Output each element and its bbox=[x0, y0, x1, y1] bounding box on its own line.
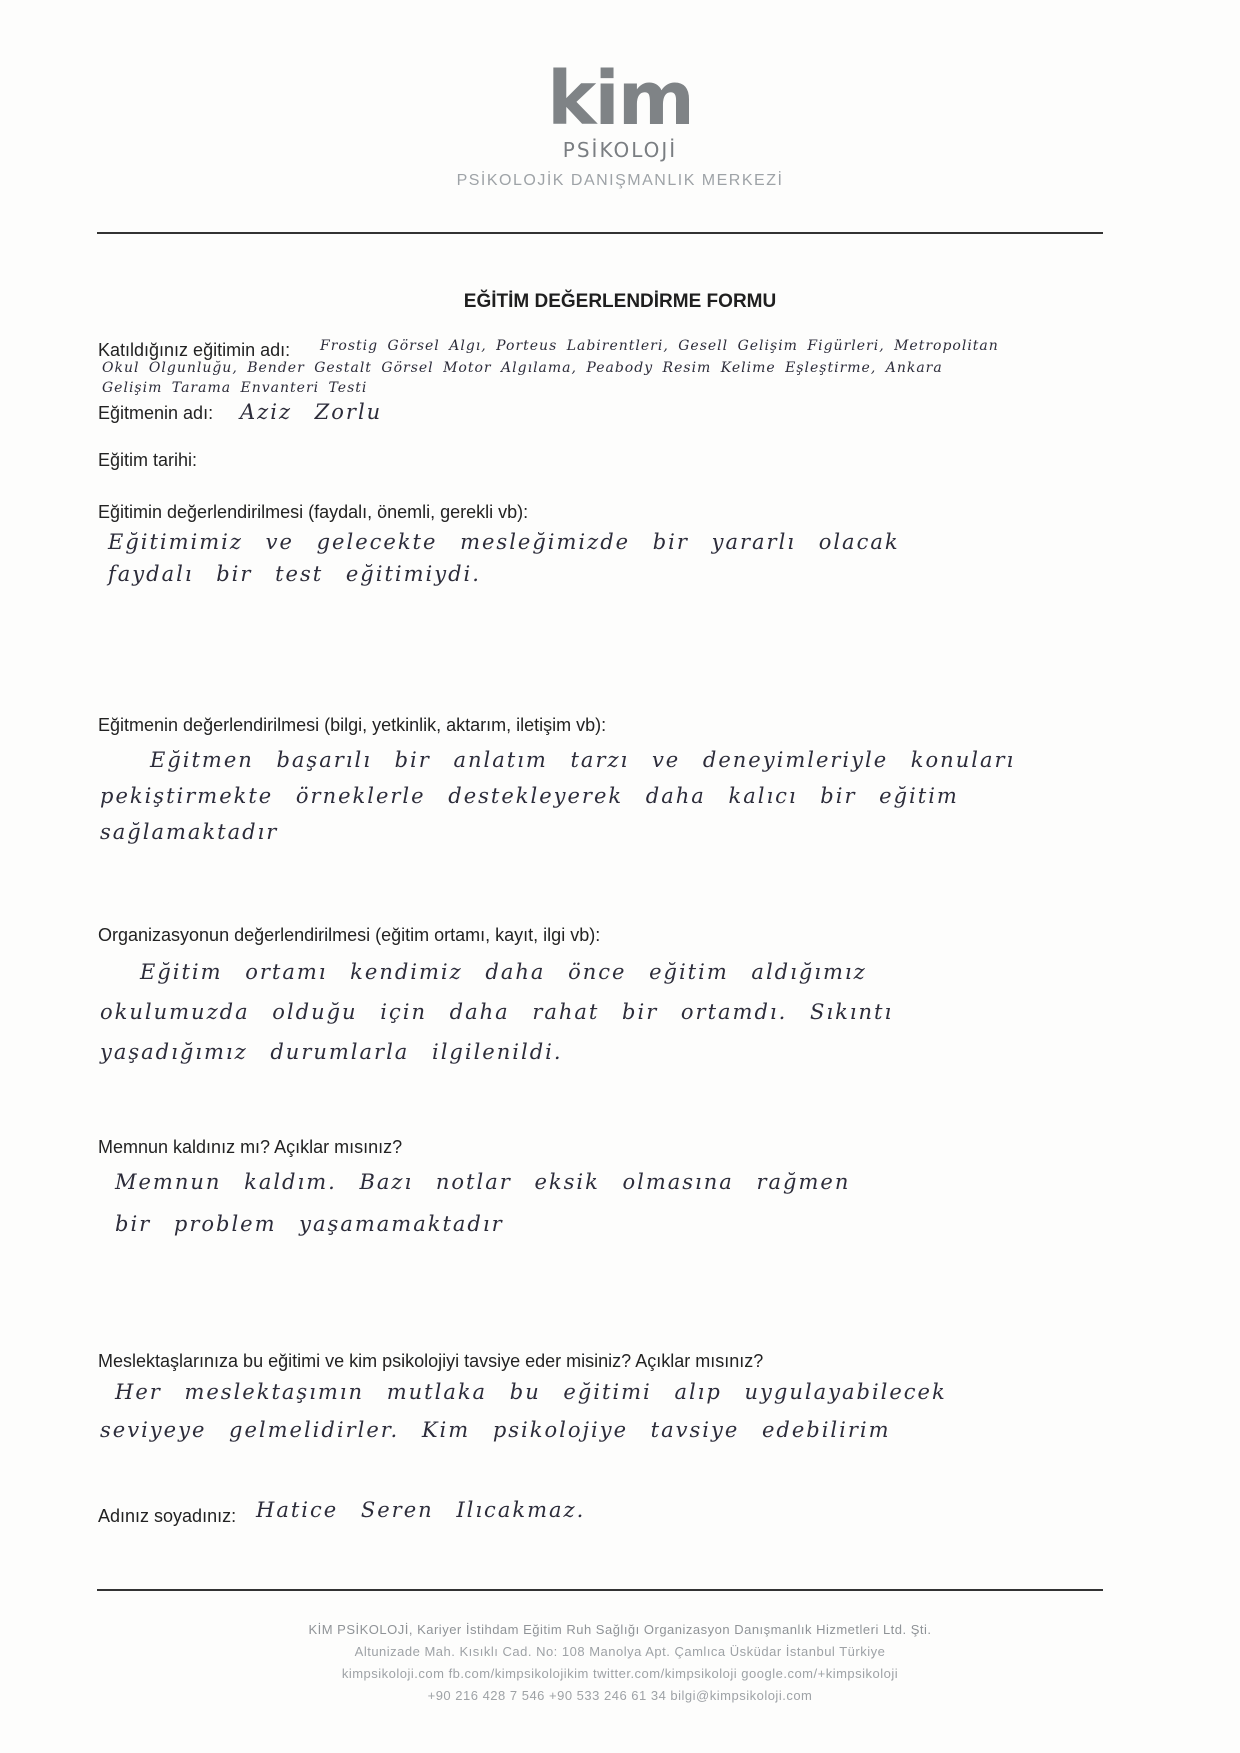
logo-brand: PSİKOLOJİ bbox=[562, 138, 678, 162]
satisfaction-label: Memnun kaldınız mı? Açıklar mısınız? bbox=[98, 1137, 403, 1157]
trainer-eval-line-1: Eğitmen başarılı bir anlatım tarzı ve deneyimleriyle konuları bbox=[150, 748, 1016, 772]
training-eval-label: Eğitimin değerlendirilmesi (faydalı, önemli, gerekli vb): bbox=[98, 502, 529, 522]
trainer-eval-label: Eğitmenin değerlendirilmesi (bilgi, yetkinlik, aktarım, iletişim vb): bbox=[98, 715, 607, 735]
name-label: Adınız soyadınız: bbox=[98, 1506, 237, 1526]
trainer-label: Eğitmenin adı: bbox=[98, 403, 214, 423]
footer-company: KİM PSİKOLOJİ, Kariyer İstihdam Eğitim Ruh Sağlığı Organizasyon Danışmanlık Hizmetleri Ltd. Şti. bbox=[308, 1622, 932, 1637]
footer-divider bbox=[97, 1589, 1103, 1591]
training-name-label: Katıldığınız eğitimin adı: bbox=[98, 340, 291, 360]
trainer-value: Aziz Zorlu bbox=[240, 400, 383, 424]
training-eval-line-1: Eğitimimiz ve gelecekte mesleğimizde bir yararlı olacak bbox=[108, 530, 900, 554]
training-name-line-1: Frostig Görsel Algı, Porteus Labirentleri, Gesell Gelişim Figürleri, Metropolitan bbox=[320, 338, 999, 354]
trainer-eval-line-2: pekiştirmekte örneklerle destekleyerek daha kalıcı bir eğitim bbox=[100, 784, 959, 808]
recommendation-line-2: seviyeye gelmelidirler. Kim psikolojiye tavsiye edebilirim bbox=[100, 1418, 891, 1442]
satisfaction-line-1: Memnun kaldım. Bazı notlar eksik olmasına rağmen bbox=[115, 1170, 851, 1194]
training-name-line-3: Gelişim Tarama Envanteri Testi bbox=[102, 380, 368, 396]
training-eval-line-2: faydalı bir test eğitimiydi. bbox=[108, 562, 481, 586]
footer-contact: +90 216 428 7 546 +90 533 246 61 34 bilgi@kimpsikoloji.com bbox=[427, 1688, 813, 1703]
logo-mark: kim bbox=[547, 56, 693, 142]
satisfaction-line-2: bir problem yaşamamaktadır bbox=[115, 1212, 504, 1236]
header-divider bbox=[97, 232, 1103, 234]
recommendation-line-1: Her meslektaşımın mutlaka bu eğitimi alıp uygulayabilecek bbox=[115, 1380, 947, 1404]
company-logo bbox=[0, 56, 1240, 190]
form-title: EĞİTİM DEĞERLENDİRME FORMU bbox=[463, 291, 777, 312]
name-value: Hatice Seren Ilıcakmaz. bbox=[256, 1498, 586, 1522]
logo-tagline: PSİKOLOJİK DANIŞMANLIK MERKEZİ bbox=[456, 172, 784, 189]
recommendation-label: Meslektaşlarınıza bu eğitimi ve kim psikolojiyi tavsiye eder misiniz? Açıklar mısınız? bbox=[98, 1351, 764, 1371]
organization-eval-line-3: yaşadığımız durumlarla ilgilenildi. bbox=[100, 1040, 563, 1064]
training-name-line-2: Okul Olgunluğu, Bender Gestalt Görsel Motor Algılama, Peabody Resim Kelime Eşleştirme, Ankara bbox=[102, 360, 943, 376]
organization-eval-line-2: okulumuzda olduğu için daha rahat bir ortamdı. Sıkıntı bbox=[100, 1000, 894, 1024]
footer-web: kimpsikoloji.com fb.com/kimpsikolojikim twitter.com/kimpsikoloji google.com/+kimpsikoloji bbox=[341, 1666, 899, 1681]
footer-address: Altunizade Mah. Kısıklı Cad. No: 108 Manolya Apt. Çamlıca Üsküdar İstanbul Türkiye bbox=[354, 1644, 886, 1659]
training-date-label: Eğitim tarihi: bbox=[98, 450, 198, 470]
organization-eval-label: Organizasyonun değerlendirilmesi (eğitim ortamı, kayıt, ilgi vb): bbox=[98, 925, 601, 945]
organization-eval-line-1: Eğitim ortamı kendimiz daha önce eğitim aldığımız bbox=[140, 960, 867, 984]
trainer-eval-line-3: sağlamaktadır bbox=[100, 820, 279, 844]
